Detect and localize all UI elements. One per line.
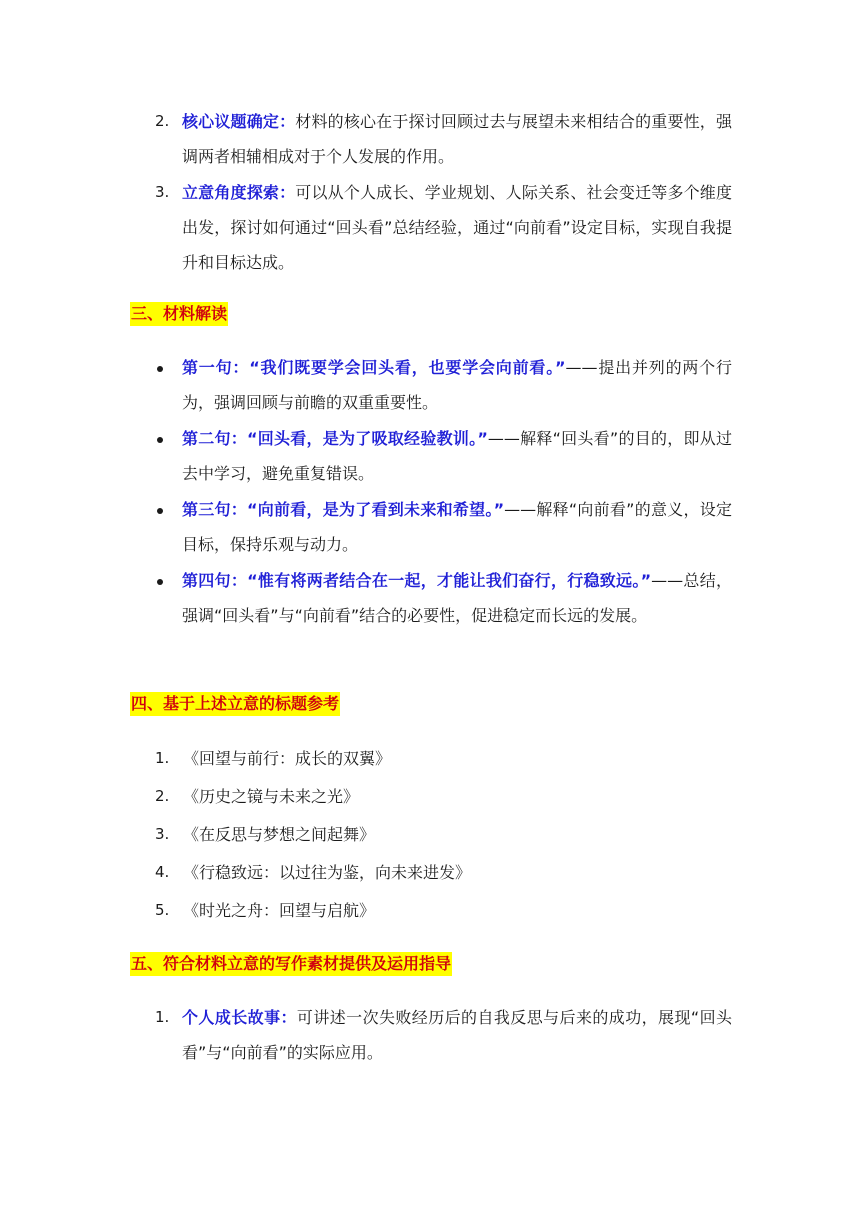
title-item: 《在反思与梦想之间起舞》: [183, 825, 376, 844]
list-number: 2.: [155, 787, 170, 805]
title-item: 《时光之舟：回望与启航》: [183, 901, 376, 920]
item-text: ——解释“回头看”的目的，即从过去中学习，避免重复错误。: [182, 429, 732, 483]
section-heading: 四、基于上述立意的标题参考: [130, 692, 340, 716]
bullet-icon: [157, 579, 163, 585]
item-label: 第二句：“回头看，是为了吸取经验教训。”: [182, 429, 488, 448]
bullet-icon: [157, 508, 163, 514]
title-item: 《历史之镜与未来之光》: [183, 787, 360, 806]
item-label: 第一句：“我们既要学会回头看，也要学会向前看。”: [182, 358, 566, 377]
list-number: 1.: [155, 749, 170, 767]
section-heading: 五、符合材料立意的写作素材提供及运用指导: [130, 952, 452, 976]
list-number: 2.: [155, 112, 170, 130]
list-item: [182, 421, 732, 491]
list-number: 3.: [155, 183, 170, 201]
bullet-icon: [157, 366, 163, 372]
list-item: [182, 563, 732, 633]
list-number: 3.: [155, 825, 170, 843]
list-item: [182, 104, 732, 174]
list-item: [182, 492, 732, 562]
list-item: [182, 350, 732, 420]
item-text: 可讲述一次失败经历后的自我反思与后来的成功，展现“回头看”与“向前看”的实际应用。: [182, 1008, 732, 1062]
item-text: ——提出并列的两个行为，强调回顾与前瞻的双重重要性。: [182, 358, 732, 412]
bullet-icon: [157, 437, 163, 443]
item-label: 第四句：“惟有将两者结合在一起，才能让我们奋行，行稳致远。”: [182, 571, 652, 590]
list-number: 5.: [155, 901, 170, 919]
section-heading: 三、材料解读: [130, 302, 228, 326]
item-text: ——解释“向前看”的意义，设定目标，保持乐观与动力。: [182, 500, 732, 554]
list-number: 1.: [155, 1008, 170, 1026]
item-text: 材料的核心在于探讨回顾过去与展望未来相结合的重要性，强调两者相辅相成对于个人发展的作用。: [182, 112, 732, 166]
list-item: [182, 175, 732, 280]
list-item: [182, 1000, 732, 1070]
item-label: 核心议题确定：: [182, 112, 296, 131]
title-item: 《回望与前行：成长的双翼》: [183, 749, 392, 768]
item-label: 立意角度探索：: [182, 183, 296, 202]
title-item: 《行稳致远：以过往为鉴，向未来进发》: [183, 863, 472, 882]
item-text: 可以从个人成长、学业规划、人际关系、社会变迁等多个维度出发，探讨如何通过“回头看”总结经验，通过“向前看”设定目标，实现自我提升和目标达成。: [182, 183, 732, 272]
item-label: 个人成长故事：: [182, 1008, 297, 1027]
item-label: 第三句：“向前看，是为了看到未来和希望。”: [182, 500, 505, 519]
list-number: 4.: [155, 863, 170, 881]
item-text: ——总结，强调“回头看”与“向前看”结合的必要性，促进稳定而长远的发展。: [182, 571, 732, 625]
